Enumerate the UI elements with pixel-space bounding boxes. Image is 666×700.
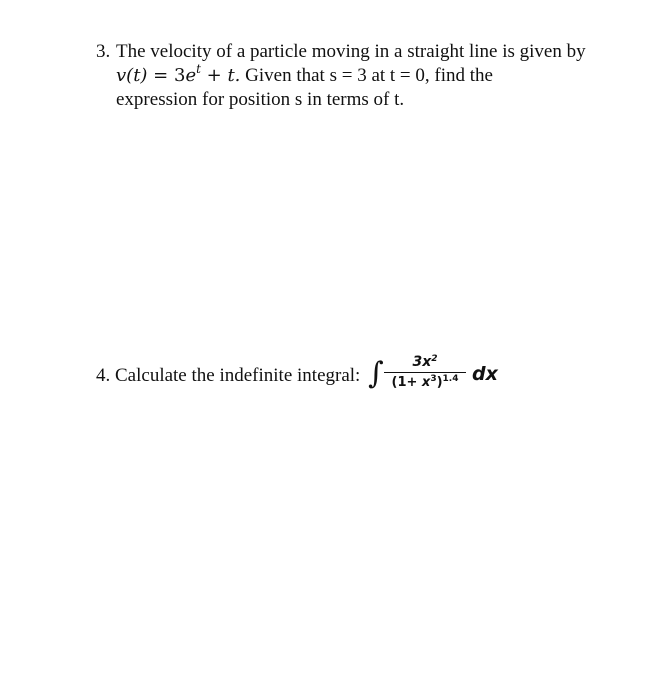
equation-base: e (185, 65, 197, 86)
integrand-fraction (384, 353, 466, 392)
equation-tail: + t. (200, 65, 241, 86)
initial-condition-text: Given that s = 3 at t = 0, find the (240, 65, 493, 86)
problem-3 (96, 40, 616, 112)
fraction-numerator (384, 353, 466, 371)
fraction-bar (384, 372, 466, 373)
problem-3-number: 3. (96, 41, 111, 62)
denominator-variable-exponent: 3 (430, 374, 437, 384)
denominator-exponent: 1.4 (442, 374, 459, 384)
denominator-open: (1+ (391, 375, 422, 390)
denominator-close: ) (436, 375, 443, 390)
problem-3-statement: The velocity of a particle moving in a straight line is given by (116, 41, 586, 62)
problem-4-statement: 4. Calculate the indefinite integral: (96, 365, 361, 386)
equation-exponent: t (196, 62, 201, 76)
problem-3-line-3: expression for position s in terms of t. (116, 89, 405, 110)
numerator-exponent: 2 (431, 354, 438, 364)
problem-4 (96, 351, 616, 401)
equation-eq: = 3 (147, 65, 186, 86)
numerator-base: 3x (412, 354, 432, 370)
fraction-denominator (384, 374, 466, 392)
equation-lhs: v(t) (116, 65, 148, 86)
problem-3-line-1 (96, 40, 616, 64)
differential: dx (472, 363, 498, 385)
problem-3-line-2 (96, 64, 616, 88)
velocity-equation (116, 62, 241, 86)
denominator-variable: x (421, 375, 431, 390)
integral-symbol: ∫ (368, 356, 384, 391)
